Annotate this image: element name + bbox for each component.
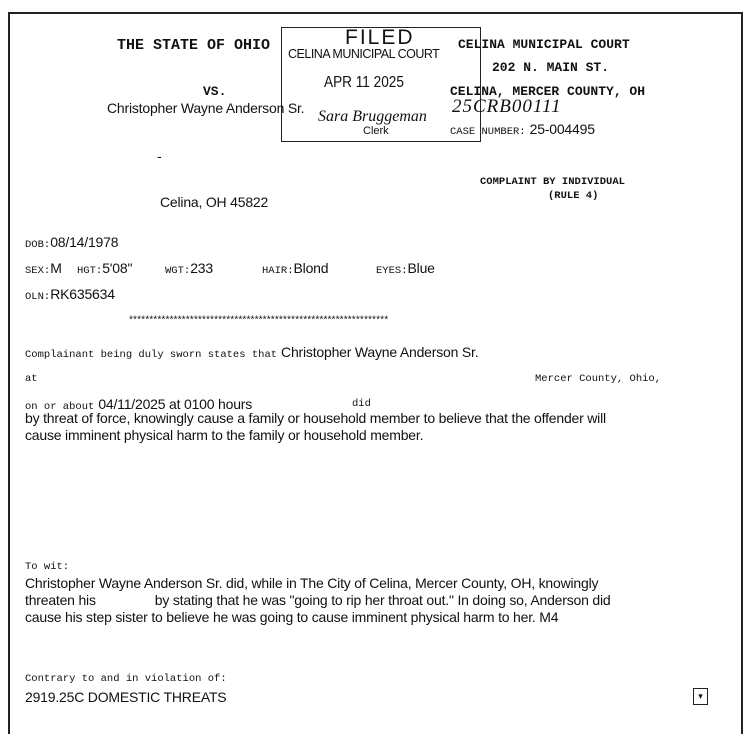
at-label: at	[25, 373, 38, 385]
oln-value: RK635634	[50, 286, 115, 302]
court-name: CELINA MUNICIPAL COURT	[458, 37, 630, 52]
oln-field	[25, 286, 115, 304]
sex-value: M	[50, 260, 62, 276]
stamp-court: CELINA MUNICIPAL COURT	[288, 47, 440, 61]
hair-value: Blond	[293, 260, 329, 276]
contrary-label: Contrary to and in violation of:	[25, 673, 227, 685]
stamp-filed: FILED	[345, 26, 415, 49]
on-about-value: 04/11/2025 at 0100 hours	[98, 396, 253, 412]
state-title: THE STATE OF OHIO	[117, 37, 271, 54]
on-about-label: on or about	[25, 401, 95, 413]
dob-field	[25, 234, 118, 252]
oln-label: OLN:	[25, 291, 51, 303]
sex-label: SEX:	[25, 265, 51, 277]
dropdown-arrow-icon[interactable]: ▾	[693, 688, 708, 705]
height-label: HGT:	[77, 265, 103, 277]
eyes-value: Blue	[407, 260, 435, 276]
at-location: Mercer County, Ohio,	[535, 373, 662, 385]
complaint-type: COMPLAINT BY INDIVIDUAL	[480, 176, 625, 188]
height-value: 5'08"	[102, 260, 133, 276]
rule-label: (RULE 4)	[548, 190, 599, 202]
stamp-clerk: Clerk	[363, 125, 389, 137]
statute: 2919.25C DOMESTIC THREATS	[25, 689, 227, 705]
defendant-city: Celina, OH 45822	[160, 194, 269, 210]
hair-label: HAIR:	[262, 265, 294, 277]
complainant-line	[25, 344, 478, 362]
case-number-value: 25-004495	[529, 121, 595, 137]
to-wit-label: To wit:	[25, 561, 70, 573]
weight-value: 233	[190, 260, 213, 276]
dob-label: DOB:	[25, 239, 51, 251]
court-street: 202 N. MAIN ST.	[492, 60, 610, 75]
court-city: CELINA, MERCER COUNTY, OH	[450, 84, 646, 99]
to-wit-line-3: cause his step sister to believe he was going to cause imminent physical harm to her. M4	[25, 609, 559, 625]
weight-label: WGT:	[165, 265, 191, 277]
case-number	[450, 121, 595, 139]
to-wit-line-2: threaten his by stating that he was "going to rip her throat out." In doing so, Anderson did	[25, 592, 611, 608]
to-wit-line-1: Christopher Wayne Anderson Sr. did, while in The City of Celina, Mercer County, OH, knowingly	[25, 575, 599, 591]
offense-line-2: cause imminent physical harm to the family or household member.	[25, 427, 424, 443]
defendant-name: Christopher Wayne Anderson Sr.	[107, 100, 305, 116]
separator: ****************************************************************	[128, 316, 388, 327]
stamp-signature: Sara Bruggeman	[318, 108, 427, 125]
address-dash: -	[157, 148, 162, 164]
offense-line-1: by threat of force, knowingly cause a family or household member to believe that the offender will	[25, 410, 606, 426]
physical-description	[25, 260, 62, 278]
did-label: did	[352, 398, 371, 410]
complainant-label: Complainant being duly sworn states that	[25, 349, 278, 361]
handwritten-case-number: 25CRB00111	[452, 96, 562, 117]
case-number-label: CASE NUMBER:	[450, 126, 526, 138]
vs-label: VS.	[203, 84, 227, 99]
eyes-label: EYES:	[376, 265, 408, 277]
complainant-name: Christopher Wayne Anderson Sr.	[281, 344, 479, 360]
stamp-date: APR 11 2025	[324, 74, 404, 91]
dob-value: 08/14/1978	[50, 234, 119, 250]
